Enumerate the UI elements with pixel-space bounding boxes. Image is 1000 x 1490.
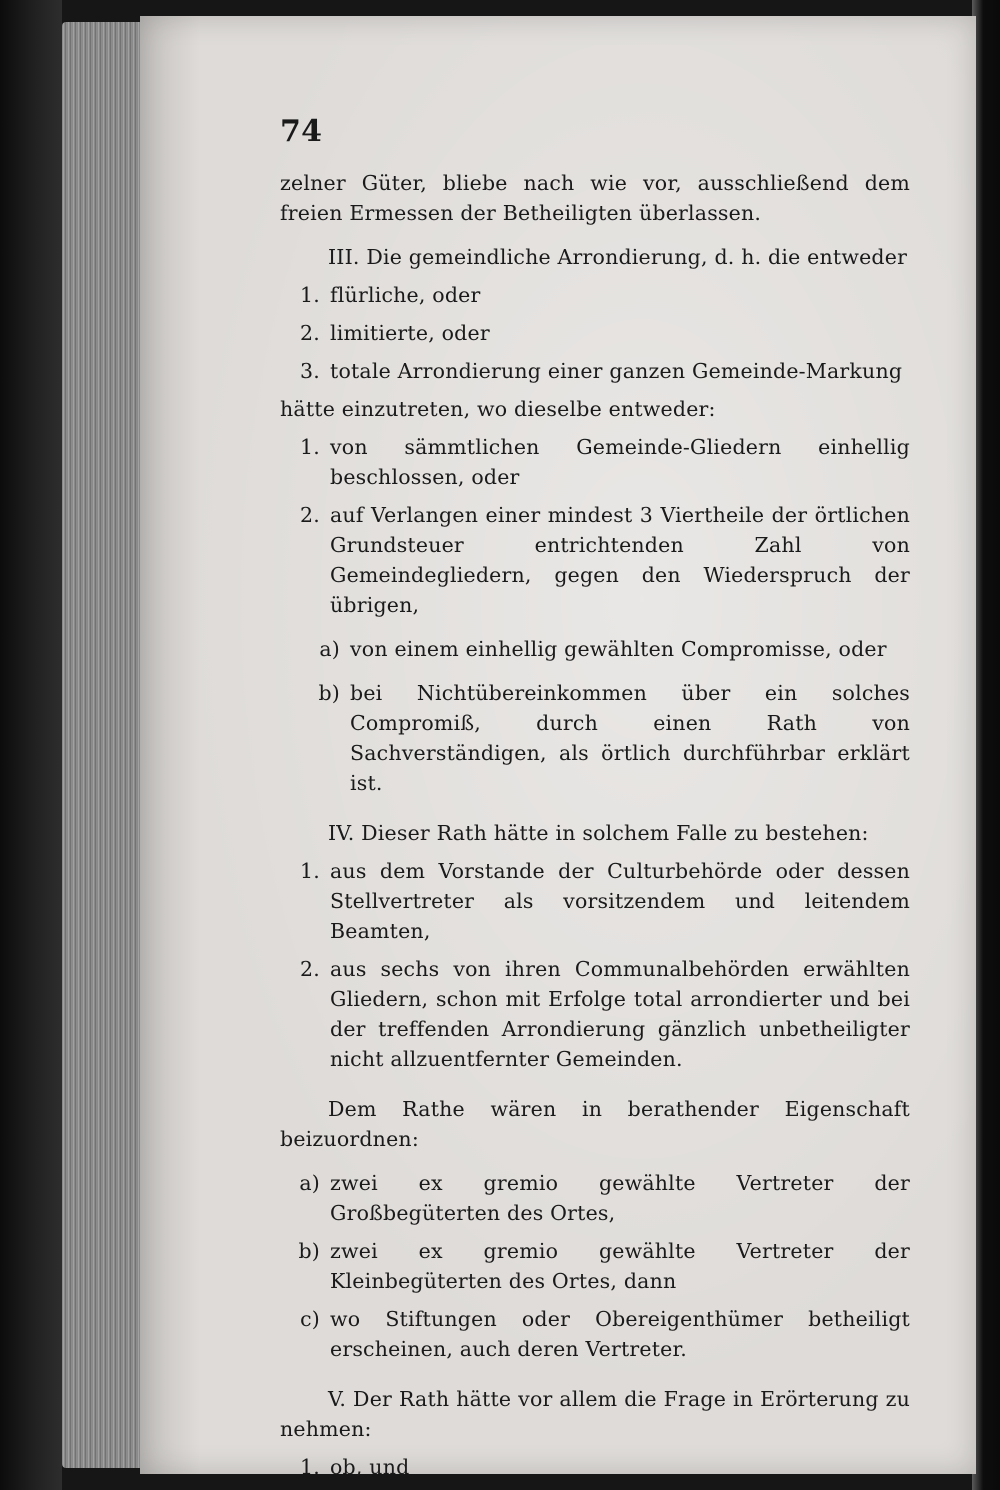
page-text (280, 112, 910, 1482)
page-number: 74 (280, 114, 323, 149)
list-item-letter: b) (298, 1239, 320, 1263)
list-item (280, 1236, 910, 1296)
list-item-number: 2. (300, 321, 320, 345)
list-item-text: bei Nichtübereinkommen über ein solches Compromiß, durch einen Rath von Sachverständigen, als örtlich durchführbar erklärt ist. (350, 681, 910, 795)
list-item (280, 318, 910, 348)
list-item-number: 1. (300, 283, 320, 307)
list-item-number: 1. (300, 859, 320, 883)
list-item (280, 1304, 910, 1364)
list-item (280, 678, 910, 798)
list-item-text: ob, und (330, 1455, 410, 1479)
section-V-heading: V. Der Rath hätte vor allem die Frage in Erörterung zu nehmen: (280, 1387, 910, 1441)
list-item-letter: a) (299, 1171, 320, 1195)
list-item-letter: c) (300, 1307, 320, 1331)
list-compromise (280, 634, 910, 798)
list-item-text: von einem einhellig gewählten Compromisse, oder (350, 637, 887, 661)
list-council-members (280, 856, 910, 1074)
paragraph-conditions: hätte einzutreten, wo dieselbe entweder: (280, 397, 716, 421)
list-item (280, 856, 910, 946)
list-item-text: von sämmtlichen Gemeinde-Gliedern einhellig beschlossen, oder (330, 435, 910, 489)
list-item-number: 2. (300, 957, 320, 981)
list-item-text: zwei ex gremio gewählte Vertreter der Großbegüterten des Ortes, (330, 1171, 910, 1225)
list-item-number: 1. (300, 1455, 320, 1479)
list-questions (280, 1452, 910, 1482)
list-item-text: totale Arrondierung einer ganzen Gemeinde-Markung (330, 359, 903, 383)
list-item-text: limitierte, oder (330, 321, 490, 345)
list-item (280, 432, 910, 492)
list-item-letter: b) (318, 681, 340, 705)
section-III-heading: III. Die gemeindliche Arrondierung, d. h. die entweder (328, 245, 908, 269)
list-item-number: 1. (300, 435, 320, 459)
list-item-text: aus dem Vorstande der Culturbehörde oder dessen Stellvertreter als vorsitzendem und leitendem Beamten, (330, 859, 910, 943)
list-item-letter: a) (319, 637, 340, 661)
list-item-text: aus sechs von ihren Communalbehörden erwählten Gliedern, schon mit Erfolge total arrondierter und bei der treffenden Arrondierung gänzlich unbetheiligter nicht allzuentfernter Gemeinden. (330, 957, 910, 1071)
list-item (280, 954, 910, 1074)
paragraph-1: zelner Güter, bliebe nach wie vor, ausschließend dem freien Ermessen der Betheiligten überlassen. (280, 171, 910, 225)
list-item (280, 356, 910, 386)
list-arrondierung-types (280, 280, 910, 386)
list-advisors (280, 1168, 910, 1364)
list-item (280, 634, 910, 664)
list-conditions (280, 432, 910, 620)
list-item (280, 280, 910, 310)
list-item-number: 2. (300, 503, 320, 527)
list-item-text: auf Verlangen einer mindest 3 Viertheile der örtlichen Grundsteuer entrichtenden Zahl von Gemeindegliedern, gegen den Wiederspruch der übrigen, (330, 503, 910, 617)
paragraph-advisors: Dem Rathe wären in berathender Eigenschaft beizuordnen: (280, 1097, 910, 1151)
book-binding (0, 0, 62, 1490)
section-IV-heading: IV. Dieser Rath hätte in solchem Falle zu bestehen: (328, 821, 869, 845)
list-item-number: 3. (300, 359, 320, 383)
list-item (280, 500, 910, 620)
right-edge (972, 0, 1000, 1490)
list-item-text: wo Stiftungen oder Obereigenthümer betheiligt erscheinen, auch deren Vertreter. (330, 1307, 910, 1361)
list-item-text: zwei ex gremio gewählte Vertreter der Kleinbegüterten des Ortes, dann (330, 1239, 910, 1293)
list-item-text: flürliche, oder (330, 283, 481, 307)
list-item (280, 1168, 910, 1228)
list-item (280, 1452, 910, 1482)
